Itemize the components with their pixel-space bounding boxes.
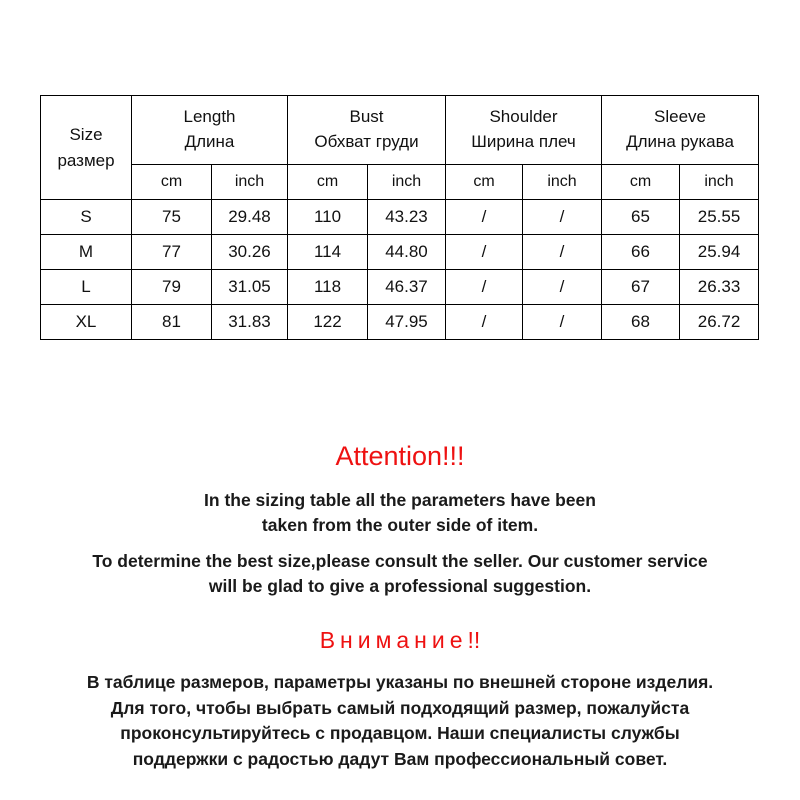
cell-shoulder-cm: / [446, 305, 523, 340]
header-unit-length-inch: inch [212, 165, 288, 200]
table-row [41, 305, 759, 340]
header-unit-sleeve-inch: inch [680, 165, 759, 200]
header-size-ru: размер [57, 150, 115, 170]
cell-shoulder-inch: / [523, 305, 602, 340]
header-group-sleeve-ru: Длина рукава [626, 132, 734, 151]
cell-bust-inch: 46.37 [368, 270, 446, 305]
cell-sleeve-cm: 66 [602, 235, 680, 270]
row-size-label: S [41, 200, 132, 235]
header-group-bust [288, 96, 446, 165]
table-row [41, 235, 759, 270]
header-group-sleeve-en: Sleeve [654, 107, 706, 127]
cell-sleeve-cm: 65 [602, 200, 680, 235]
row-size-label: L [41, 270, 132, 305]
attention-line-en-2: taken from the outer side of item. [261, 515, 539, 536]
cell-length-inch: 31.05 [212, 270, 288, 305]
cell-length-cm: 81 [132, 305, 212, 340]
cell-sleeve-inch: 26.33 [680, 270, 759, 305]
cell-length-cm: 75 [132, 200, 212, 235]
header-group-length-en: Length [183, 107, 236, 127]
header-group-shoulder-en: Shoulder [489, 107, 558, 127]
attention-title-ru-exclamations: !! [467, 626, 481, 653]
cell-bust-cm: 110 [288, 200, 368, 235]
attention-line-ru-3: проконсультируйтесь с продавцом. Наши специалисты службы [120, 723, 680, 744]
attention-paragraph-en-2 [40, 549, 760, 599]
row-size-label: XL [41, 305, 132, 340]
cell-bust-cm: 114 [288, 235, 368, 270]
attention-line-ru-4: поддержки с радостью дадут Вам профессиональный совет. [132, 749, 668, 769]
cell-sleeve-inch: 25.55 [680, 200, 759, 235]
cell-sleeve-inch: 26.72 [680, 305, 759, 340]
header-group-length-ru: Длина [184, 132, 235, 151]
cell-bust-cm: 118 [288, 270, 368, 305]
table-row [41, 270, 759, 305]
cell-shoulder-cm: / [446, 200, 523, 235]
header-unit-shoulder-inch: inch [523, 165, 602, 200]
header-group-length [132, 96, 288, 165]
cell-length-inch: 31.83 [212, 305, 288, 340]
header-unit-sleeve-cm: cm [602, 165, 680, 200]
attention-title-ru-word: Внимание [319, 626, 468, 653]
cell-sleeve-inch: 25.94 [680, 235, 759, 270]
cell-shoulder-inch: / [523, 235, 602, 270]
attention-line-en-3: To determine the best size,please consult the seller. Our customer service [92, 551, 708, 572]
cell-shoulder-inch: / [523, 270, 602, 305]
size-chart-table-container [40, 95, 758, 340]
table-unit-header-row [41, 165, 759, 200]
cell-bust-inch: 47.95 [368, 305, 446, 340]
cell-length-inch: 30.26 [212, 235, 288, 270]
cell-shoulder-cm: / [446, 270, 523, 305]
notice-section [0, 440, 800, 773]
header-group-bust-ru: Обхват груди [314, 132, 419, 151]
table-body [41, 200, 759, 340]
cell-length-inch: 29.48 [212, 200, 288, 235]
header-size [41, 96, 132, 200]
cell-bust-inch: 44.80 [368, 235, 446, 270]
header-unit-shoulder-cm: cm [446, 165, 523, 200]
attention-body-ru [0, 670, 800, 772]
attention-line-en-4: will be glad to give a professional suggestion. [208, 575, 592, 596]
cell-sleeve-cm: 67 [602, 270, 680, 305]
size-chart-table [40, 95, 759, 340]
attention-line-ru-2: Для того, чтобы выбрать самый подходящий размер, пожалуйста [110, 697, 690, 718]
attention-paragraph-en-1 [40, 488, 760, 538]
attention-body-en [0, 488, 800, 598]
cell-shoulder-cm: / [446, 235, 523, 270]
table-group-header-row [41, 96, 759, 165]
header-group-shoulder [446, 96, 602, 165]
cell-bust-cm: 122 [288, 305, 368, 340]
table-head [41, 96, 759, 200]
cell-bust-inch: 43.23 [368, 200, 446, 235]
attention-title-ru [0, 627, 800, 655]
attention-title-en: Attention!!! [335, 441, 465, 471]
header-unit-bust-cm: cm [288, 165, 368, 200]
row-size-label: M [41, 235, 132, 270]
header-group-sleeve [602, 96, 759, 165]
attention-line-ru-1: В таблице размеров, параметры указаны по внешней стороне изделия. [86, 672, 714, 693]
table-row [41, 200, 759, 235]
cell-sleeve-cm: 68 [602, 305, 680, 340]
header-unit-length-cm: cm [132, 165, 212, 200]
cell-length-cm: 77 [132, 235, 212, 270]
cell-shoulder-inch: / [523, 200, 602, 235]
header-unit-bust-inch: inch [368, 165, 446, 200]
header-group-shoulder-ru: Ширина плеч [471, 132, 576, 151]
header-size-en: Size [69, 125, 103, 144]
cell-length-cm: 79 [132, 270, 212, 305]
header-group-bust-en: Bust [349, 107, 384, 127]
attention-line-en-1: In the sizing table all the parameters have been [204, 490, 596, 511]
